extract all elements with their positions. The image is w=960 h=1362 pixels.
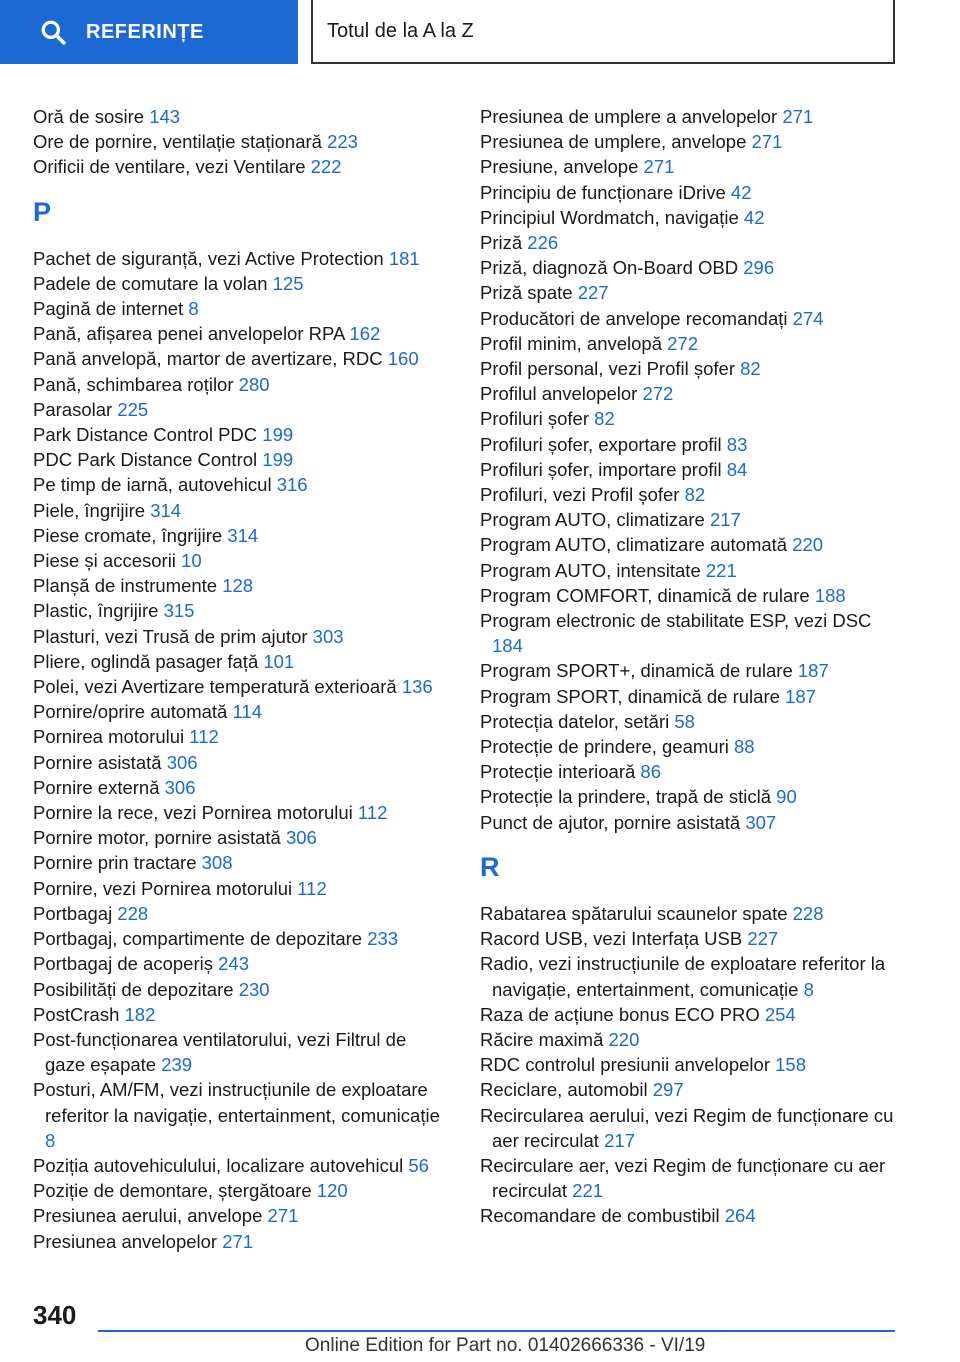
page-link[interactable]: 280 <box>238 373 270 395</box>
page-link[interactable]: 306 <box>164 776 196 798</box>
index-entry <box>480 901 900 926</box>
index-entry-text: Program SPORT+, dinamică de rulare <box>480 660 793 682</box>
index-entry <box>33 775 448 800</box>
page-link[interactable]: 228 <box>117 902 149 924</box>
index-entry <box>480 784 900 809</box>
page-link[interactable]: 101 <box>263 650 295 672</box>
page-link[interactable]: 162 <box>349 323 381 345</box>
index-letter-heading: P <box>33 196 52 227</box>
index-entry-text: Profil minim, anvelopă <box>480 332 662 354</box>
page-link[interactable]: 112 <box>357 802 388 824</box>
page-link[interactable]: 274 <box>792 307 824 329</box>
index-entry-text: Profiluri șofer <box>480 408 589 430</box>
index-entry-text: Pe timp de iarnă, autovehicul <box>33 474 272 496</box>
index-entry <box>480 658 900 683</box>
index-entry-text: Recomandare de combustibil <box>480 1205 720 1227</box>
index-entry <box>480 684 900 709</box>
footer-divider <box>98 1330 895 1332</box>
page-link[interactable]: 8 <box>188 298 199 320</box>
index-entry <box>480 951 900 1001</box>
index-entry <box>33 1153 448 1178</box>
index-entry-text: Portbagaj, compartimente de depozitare <box>33 928 363 950</box>
index-entry-text: Priză <box>480 232 523 254</box>
page-link[interactable]: 316 <box>276 474 308 496</box>
page-link[interactable]: 160 <box>387 348 419 370</box>
index-entry <box>33 104 448 129</box>
page-link[interactable]: 120 <box>316 1180 348 1202</box>
index-entry-text: Padele de comutare la volan <box>33 272 268 294</box>
references-tab-label: REFERINȚE <box>86 20 204 43</box>
index-entry-text: Presiunea aerului, anvelope <box>33 1205 263 1227</box>
page-link[interactable]: 271 <box>751 131 783 153</box>
index-entry <box>480 926 900 951</box>
index-entry <box>33 154 448 179</box>
index-entry <box>480 381 900 406</box>
index-column-right <box>480 104 900 1229</box>
index-entry <box>33 598 448 623</box>
page-link[interactable]: 82 <box>740 358 761 380</box>
index-entry <box>33 573 448 598</box>
page-link[interactable]: 271 <box>222 1230 254 1252</box>
index-entry <box>33 750 448 775</box>
index-entry-text: Program AUTO, intensitate <box>480 559 701 581</box>
index-entry <box>33 346 448 371</box>
index-entry-text: PDC Park Distance Control <box>33 449 258 471</box>
index-entry <box>480 507 900 532</box>
index-entry <box>33 447 448 472</box>
index-entry-text: Presiunea de umplere a anvelopelor <box>480 106 778 127</box>
index-entry <box>480 230 900 255</box>
index-entry-text: Principiul Wordmatch, navigație <box>480 206 739 228</box>
index-column-left <box>33 104 448 1254</box>
index-entry <box>33 825 448 850</box>
index-entry-text: Program electronic de stabilitate ESP, vezi DSC <box>480 610 872 632</box>
page-link[interactable]: 181 <box>388 247 420 269</box>
index-entry <box>480 180 900 205</box>
index-entry-text: Pornire prin tractare <box>33 852 197 874</box>
index-entry <box>480 1052 900 1077</box>
page-link[interactable]: 112 <box>297 877 327 899</box>
index-entry <box>480 154 900 179</box>
index-entry-text: Program AUTO, climatizare automată <box>480 534 788 556</box>
page-link[interactable]: 42 <box>730 181 752 203</box>
index-letter-heading: R <box>480 851 500 882</box>
index-entry-text: Plastic, îngrijire <box>33 600 159 622</box>
page-link[interactable]: 83 <box>726 433 748 455</box>
index-entry-text: Pornire motor, pornire asistată <box>33 827 281 849</box>
index-entry <box>480 759 900 784</box>
page-link[interactable]: 306 <box>166 751 198 773</box>
page-link[interactable]: 220 <box>608 1028 640 1050</box>
index-entry-text: Rabatarea spătarului scaunelor spate <box>480 902 788 924</box>
index-entry-text: Profiluri șofer, importare profil <box>480 458 722 480</box>
page-link[interactable]: 315 <box>163 600 195 622</box>
index-entry-text: Profiluri șofer, exportare profil <box>480 433 722 455</box>
index-entry-text: Pachet de siguranță, vezi Active Protection <box>33 247 384 269</box>
index-entry-text: Protecție de prindere, geamuri <box>480 736 729 758</box>
index-entry-text: Piele, îngrijire <box>33 499 146 521</box>
page-link[interactable]: 217 <box>604 1129 635 1151</box>
index-entry <box>480 129 900 154</box>
index-entry <box>480 734 900 759</box>
references-tab[interactable] <box>0 0 298 64</box>
index-entry <box>33 1027 448 1077</box>
page-link[interactable]: 307 <box>745 811 777 833</box>
index-entry <box>480 306 900 331</box>
index-entry <box>480 255 900 280</box>
index-entry-text: Posturi, AM/FM, vezi instrucțiunile de exploatare referitor la navigație, entertainment, comunicație <box>33 1079 440 1126</box>
index-entry-text: Pană anvelopă, martor de avertizare, RDC <box>33 348 383 370</box>
index-entry-text: Piese cromate, îngrijire <box>33 524 223 546</box>
page-link[interactable]: 271 <box>782 106 814 127</box>
index-entry <box>480 482 900 507</box>
page-link[interactable]: 199 <box>262 424 294 446</box>
page-link[interactable]: 125 <box>272 272 304 294</box>
page-link[interactable]: 90 <box>776 786 797 808</box>
index-entry <box>480 1002 900 1027</box>
index-entry <box>480 280 900 305</box>
index-entry <box>33 850 448 875</box>
index-entry <box>33 246 448 271</box>
index-entry-text: Punct de ajutor, pornire asistată <box>480 811 741 833</box>
index-entry <box>480 709 900 734</box>
page-link[interactable]: 112 <box>189 726 219 748</box>
index-entry <box>33 397 448 422</box>
page-link[interactable]: 221 <box>572 1180 604 1202</box>
page-link[interactable]: 88 <box>734 736 755 758</box>
index-entry <box>33 876 448 901</box>
page-link[interactable]: 184 <box>492 635 523 657</box>
index-entry-text: Park Distance Control PDC <box>33 424 258 446</box>
index-entry-text: Post-funcționarea ventilatorului, vezi Filtrul de gaze eșapate <box>33 1028 407 1076</box>
page-link[interactable]: 10 <box>181 550 202 572</box>
index-entry <box>480 810 900 835</box>
index-entry-text: Poziție de demontare, ștergătoare <box>33 1180 312 1202</box>
index-entry <box>33 548 448 573</box>
index-entry-text: Posibilități de depozitare <box>33 978 234 1000</box>
index-entry <box>480 457 900 482</box>
index-entry <box>33 1002 448 1027</box>
page-link[interactable]: 223 <box>327 131 358 153</box>
page-link[interactable]: 227 <box>747 928 779 950</box>
index-entry <box>480 406 900 431</box>
page-link[interactable]: 271 <box>267 1205 299 1227</box>
index-entry <box>480 1103 900 1153</box>
index-entry-text: Program SPORT, dinamică de rulare <box>480 685 780 707</box>
index-entry <box>480 583 900 608</box>
index-entry <box>480 1027 900 1052</box>
page-link[interactable]: 222 <box>310 156 342 178</box>
index-entry-text: Priză, diagnoză On-Board OBD <box>480 257 739 279</box>
index-entry <box>480 1203 900 1228</box>
index-entry-text: Pornire, vezi Pornirea motorului <box>33 877 293 899</box>
index-entry <box>33 800 448 825</box>
index-entry-text: Pornire la rece, vezi Pornirea motorului <box>33 802 353 824</box>
index-entry <box>33 624 448 649</box>
index-entry <box>480 356 900 381</box>
page-link[interactable]: 314 <box>150 499 182 521</box>
page-link[interactable]: 225 <box>117 398 149 420</box>
index-entry-text: Protecție la prindere, trapă de sticlă <box>480 786 772 808</box>
index-entry-text: Pagină de internet <box>33 298 184 320</box>
index-entry-text: Principiu de funcționare iDrive <box>480 181 726 203</box>
index-entry <box>480 205 900 230</box>
index-entry-text: Plasturi, vezi Trusă de prim ajutor <box>33 625 308 647</box>
index-entry-text: Oră de sosire <box>33 106 145 127</box>
page-link[interactable]: 303 <box>312 625 344 647</box>
index-entry-text: Raza de acțiune bonus ECO PRO <box>480 1003 760 1025</box>
index-entry <box>33 296 448 321</box>
index-entry <box>33 422 448 447</box>
page-link[interactable]: 187 <box>797 660 829 682</box>
index-entry <box>33 523 448 548</box>
index-entry <box>480 1153 900 1203</box>
index-entry <box>33 674 448 699</box>
page-link[interactable]: 187 <box>785 685 816 707</box>
page-link[interactable]: 188 <box>814 584 846 606</box>
index-entry <box>33 372 448 397</box>
page-link[interactable]: 182 <box>124 1003 156 1025</box>
index-entry <box>33 699 448 724</box>
index-entry <box>480 608 900 658</box>
index-entry-text: Priză spate <box>480 282 573 304</box>
page-link[interactable]: 308 <box>201 852 233 874</box>
page-link[interactable]: 8 <box>803 978 814 1000</box>
page-link[interactable]: 56 <box>408 1154 429 1176</box>
page-link[interactable]: 114 <box>232 701 262 723</box>
index-entry-text: Răcire maximă <box>480 1028 604 1050</box>
index-entry-text: Pliere, oglindă pasager față <box>33 650 259 672</box>
index-entry-text: Pană, schimbarea roților <box>33 373 234 395</box>
page-link[interactable]: 84 <box>726 458 748 480</box>
index-entry <box>33 1203 448 1228</box>
page-link[interactable]: 233 <box>367 928 399 950</box>
index-entry <box>480 104 900 129</box>
index-entry <box>33 271 448 296</box>
index-entry-text: Pornire asistată <box>33 751 162 773</box>
index-entry-text: Ore de pornire, ventilație staționară <box>33 131 322 153</box>
index-entry <box>33 129 448 154</box>
index-entry-text: Radio, vezi instrucțiunile de exploatare referitor la navigație, entertainment, comunicație <box>480 953 886 1000</box>
index-entry-text: Parasolar <box>33 398 113 420</box>
index-entry-text: Profilul anvelopelor <box>480 383 638 405</box>
index-entry <box>33 321 448 346</box>
index-entry-text: Planșă de instrumente <box>33 575 218 597</box>
page-link[interactable]: 297 <box>652 1079 684 1101</box>
page-link[interactable]: 42 <box>743 206 765 228</box>
page-link[interactable]: 239 <box>161 1054 193 1076</box>
index-entry <box>33 926 448 951</box>
index-entry <box>33 977 448 1002</box>
edition-text: Online Edition for Part no. 01402666336 - VI/19 <box>305 1335 706 1356</box>
index-entry-text: Poziția autovehiculului, localizare autovehicul <box>33 1154 404 1176</box>
page-link[interactable]: 228 <box>792 902 824 924</box>
index-entry-text: Pornire externă <box>33 776 160 798</box>
page-link[interactable]: 58 <box>674 710 695 732</box>
index-entry-text: Protecție interioară <box>480 761 636 783</box>
index-entry-text: Recircularea aerului, vezi Regim de funcționare cu aer recirculat <box>480 1104 894 1151</box>
index-entry-text: Polei, vezi Avertizare temperatură exterioară <box>33 676 397 698</box>
page-link[interactable]: 230 <box>238 978 270 1000</box>
index-entry-text: Profiluri, vezi Profil șofer <box>480 484 680 506</box>
index-entry-text: Profil personal, vezi Profil șofer <box>480 358 735 380</box>
page-link[interactable]: 217 <box>709 509 741 531</box>
page-link[interactable]: 272 <box>642 383 674 405</box>
index-entry <box>480 432 900 457</box>
index-entry-text: Racord USB, vezi Interfața USB <box>480 928 743 950</box>
page-link[interactable]: 8 <box>45 1129 56 1151</box>
index-entry <box>33 498 448 523</box>
index-entry <box>33 1229 448 1254</box>
index-entry <box>33 724 448 749</box>
index-entry-text: Piese și accesorii <box>33 550 176 572</box>
section-title: Totul de la A la Z <box>311 0 895 64</box>
index-entry-text: Pornire/oprire automată <box>33 701 228 723</box>
index-entry-text: Program COMFORT, dinamică de rulare <box>480 584 810 606</box>
index-entry <box>33 1077 448 1153</box>
page-number: 340 <box>33 1300 77 1330</box>
index-entry <box>33 951 448 976</box>
page-link[interactable]: 314 <box>227 524 259 546</box>
index-entry-text: Program AUTO, climatizare <box>480 509 705 531</box>
index-entry-text: Portbagaj <box>33 902 113 924</box>
index-entry <box>33 901 448 926</box>
page-link[interactable]: 296 <box>743 257 775 279</box>
index-entry <box>480 532 900 557</box>
page-link[interactable]: 221 <box>705 559 737 581</box>
index-entry-text: Recirculare aer, vezi Regim de funcționare cu aer recirculat <box>480 1154 886 1202</box>
page-link[interactable]: 226 <box>527 232 559 254</box>
index-entry-text: Reciclare, automobil <box>480 1079 648 1101</box>
page-link[interactable]: 227 <box>577 282 609 304</box>
page-link[interactable]: 199 <box>262 449 294 471</box>
index-entry <box>480 1077 900 1102</box>
page-link[interactable]: 128 <box>222 575 254 597</box>
index-entry <box>33 472 448 497</box>
page-link[interactable]: 271 <box>643 156 675 178</box>
index-entry-text: Presiunea de umplere, anvelope <box>480 131 747 153</box>
page-link[interactable]: 220 <box>792 534 824 556</box>
page-link[interactable]: 272 <box>667 332 699 354</box>
index-entry <box>480 331 900 356</box>
index-entry-text: RDC controlul presiunii anvelopelor <box>480 1054 770 1076</box>
page-link[interactable]: 264 <box>724 1205 756 1227</box>
index-entry-text: Pană, afișarea penei anvelopelor RPA <box>33 323 345 345</box>
index-entry-text: PostCrash <box>33 1003 120 1025</box>
page-link[interactable]: 243 <box>218 953 249 975</box>
page-link[interactable]: 86 <box>640 761 661 783</box>
index-entry-text: Pornirea motorului <box>33 726 185 748</box>
index-entry-text: Producători de anvelope recomandați <box>480 307 788 329</box>
page-link[interactable]: 254 <box>764 1003 796 1025</box>
page-link[interactable]: 136 <box>401 676 433 698</box>
page-link[interactable]: 306 <box>285 827 317 849</box>
page-link[interactable]: 158 <box>775 1054 806 1076</box>
page-link[interactable]: 143 <box>149 106 181 127</box>
index-entry <box>33 1178 448 1203</box>
index-entry-text: Protecția datelor, setări <box>480 710 670 732</box>
index-entry <box>33 649 448 674</box>
index-entry-text: Presiune, anvelope <box>480 156 639 178</box>
index-entry-text: Presiunea anvelopelor <box>33 1230 218 1252</box>
search-icon <box>40 19 66 45</box>
page-link[interactable]: 82 <box>684 484 706 506</box>
page-link[interactable]: 82 <box>594 408 615 430</box>
index-entry-text: Portbagaj de acoperiș <box>33 953 213 975</box>
index-entry <box>480 558 900 583</box>
index-entry-text: Orificii de ventilare, vezi Ventilare <box>33 156 306 178</box>
